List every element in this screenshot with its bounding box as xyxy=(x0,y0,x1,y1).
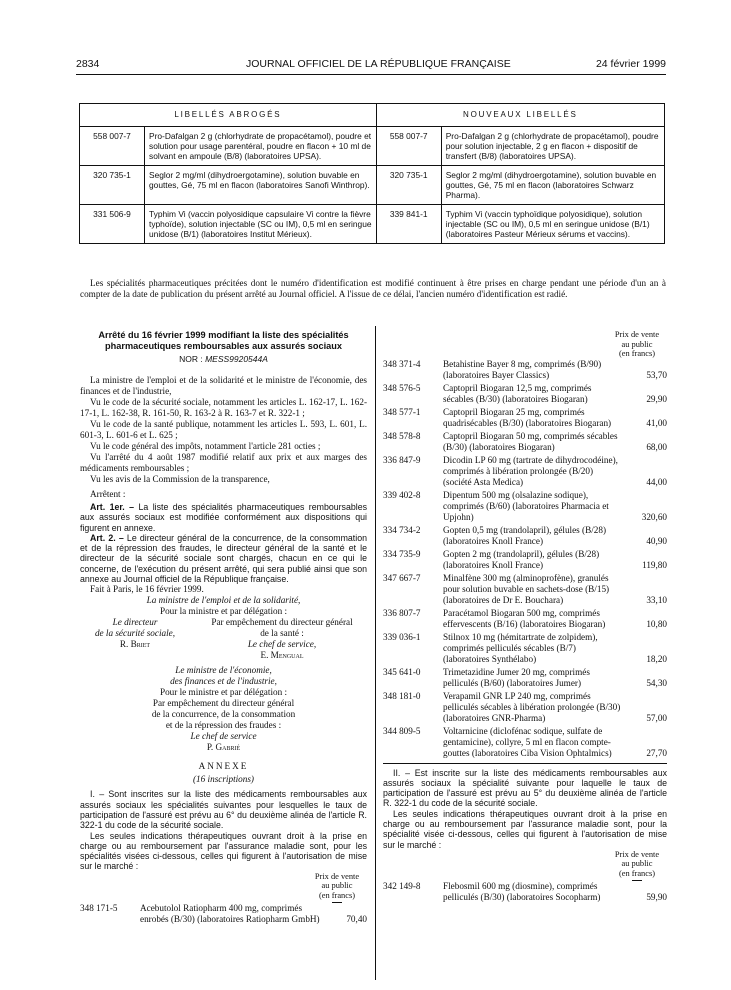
new-label: Pro-Dafalgan 2 g (chlorhydrate de propacétamol), poudre pour solution injectable, 2 g en flacon + dispositif de transfert (B/8) (laboratoires UPSA). xyxy=(441,127,664,166)
item-text: Trimetazidine Jumer 20 mg, comprimés pelliculés (B/60) (laboratoires Jumer) xyxy=(443,666,590,688)
price-header-line-1: Prix de vente xyxy=(614,330,660,339)
par-empechement-2: de la concurrence, de la consommation xyxy=(151,709,296,720)
list-item xyxy=(383,525,667,547)
item-text: Stilnox 10 mg (hémitartrate de zolpidem), comprimés pelliculés sécables (B/7) (laboratoires Synthélabo) xyxy=(443,631,598,664)
sig-right-name: E. Mengual xyxy=(260,650,304,661)
item-code: 336 807-7 xyxy=(383,607,421,618)
section-1: I. – Sont inscrites sur la liste des médicaments remboursables aux assurés sociaux les spécialités suivantes pour lesquelles le taux de participation de l'assuré est prévu au 6° du deuxième alinéa de l'article R. 322-1 du code de la sécurité sociale. xyxy=(80,789,367,831)
signature-block xyxy=(80,617,367,661)
section-2: II. – Est inscrite sur la liste des médicaments remboursables aux assurés sociaux la spécialité suivante pour laquelle le taux de participation de l'assuré est prévu au 5° du deuxième alinéa de l'article R. 322-1 du code de la sécurité sociale. xyxy=(383,767,667,809)
item-price: 44,00 xyxy=(646,476,667,487)
item-text: Paracétamol Biogaran 500 mg, comprimés effervescents (B/16) (laboratoires Biogaran) xyxy=(443,607,606,629)
column-divider xyxy=(375,326,376,980)
ministre-eco-2: des finances et de l'industrie, xyxy=(170,676,277,687)
item-text: Captopril Biogaran 12,5 mg, comprimés sécables (B/30) (laboratoires Biogaran) xyxy=(443,382,592,404)
price-header-line-1: Prix de vente xyxy=(314,871,360,881)
item-text: Voltarnicine (diclofénac sodique, sulfate de gentamicine), collyre, 5 ml en flacon compte-gouttes (laboratoires Ciba Vision Ophtalmics) xyxy=(443,725,612,758)
item-price: 53,70 xyxy=(646,369,667,380)
list-item xyxy=(383,726,667,759)
new-label: Typhim Vi (vaccin typhoïdique polyosidique), solution injectable (SC ou IM), 0,5 ml en seringue unidose (B/1) (laboratoires Pasteur Mérieux sérums et vaccins). xyxy=(441,205,664,244)
item-code: 347 667-7 xyxy=(383,572,421,583)
ministre-eco-1: Le ministre de l'économie, xyxy=(175,665,272,676)
price-column-header-2 xyxy=(607,850,667,882)
preamble-para: La ministre de l'emploi et de la solidarité et le ministre de l'économie, des finances et de l'industrie, xyxy=(80,375,367,396)
item-code: 334 734-2 xyxy=(383,524,421,535)
section-2-indications: Les seules indications thérapeutiques ouvrant droit à la prise en charge ou au remboursement par l'assurance maladie sont, pour la spécialité visée ci-dessous, celles qui figurent à l'autorisation de mise sur le marché : xyxy=(383,808,667,850)
item-text: Acebutolol Ratiopharm 400 mg, comprimés enrobés (B/30) (laboratoires Ratiopharm GmbH) xyxy=(140,903,320,925)
page-header xyxy=(76,58,666,74)
new-code: 558 007-7 xyxy=(376,127,441,166)
item-price: 41,00 xyxy=(646,417,667,428)
arrete-title: Arrêté du 16 février 1999 modifiant la liste des spécialités pharmaceutiques remboursables aux assurés sociaux xyxy=(98,330,349,351)
item-text: Verapamil GNR LP 240 mg, comprimés pelliculés sécables à libération prolongée (B/30) (laboratoires GNR-Pharma) xyxy=(443,690,621,723)
left-column xyxy=(80,330,367,927)
header-rule xyxy=(76,74,666,75)
list-item xyxy=(383,881,667,903)
item-price: 18,20 xyxy=(646,653,667,664)
par-empechement-1: Par empêchement du directeur général xyxy=(152,698,295,709)
article-2-label: Art. 2. – xyxy=(90,532,124,543)
item-code: 348 171-5 xyxy=(80,903,118,914)
item-text: Betahistine Bayer 8 mg, comprimés (B/90) (laboratoires Bayer Classics) xyxy=(443,358,602,380)
item-price: 54,30 xyxy=(646,677,667,688)
item-price: 119,80 xyxy=(642,559,667,570)
journal-title: JOURNAL OFFICIEL DE LA RÉPUBLIQUE FRANÇAISE xyxy=(246,58,511,70)
arretent: Arrêtent : xyxy=(90,489,126,499)
item-price: 70,40 xyxy=(346,914,367,925)
sig-right-line-3: Le chef de service, xyxy=(247,639,317,650)
product-list xyxy=(383,359,667,759)
new-code: 339 841-1 xyxy=(376,205,441,244)
old-code: 558 007-7 xyxy=(80,127,145,166)
price-header-line-2: au public xyxy=(621,859,653,869)
article-1-text: La liste des spécialités pharmaceutiques remboursables aux assurés sociaux est modifiée conformément aux dispositions qui figurent en annexe. xyxy=(80,502,367,533)
item-code: 339 402-8 xyxy=(383,489,421,500)
new-code: 320 735-1 xyxy=(376,166,441,205)
item-code: 348 181-0 xyxy=(383,690,421,701)
item-text: Dipentum 500 mg (olsalazine sodique), comprimés (B/60) (laboratoires Pharmacia et Upjohn) xyxy=(443,489,609,522)
price-header-line-2: au public xyxy=(321,881,353,891)
article-2 xyxy=(80,533,367,584)
list-item xyxy=(80,903,367,925)
item-code: 348 576-5 xyxy=(383,382,421,393)
item-price: 57,00 xyxy=(646,712,667,723)
list-item xyxy=(383,490,667,523)
item-price: 320,60 xyxy=(641,511,667,522)
preamble-para: Vu le code général des impôts, notamment l'article 281 octies ; xyxy=(90,441,321,451)
chef-de-service: Le chef de service xyxy=(190,731,257,742)
new-labels-header: NOUVEAUX LIBELLÉS xyxy=(376,104,664,127)
article-1-label: Art. 1er. – xyxy=(90,502,135,512)
sig-left-title: Le directeur xyxy=(112,617,158,628)
list-item xyxy=(383,431,667,453)
fait-a-paris: Fait à Paris, le 16 février 1999. xyxy=(90,584,204,595)
price-header-line-3: (en francs) xyxy=(618,868,656,878)
item-code: 345 641-0 xyxy=(383,666,421,677)
section-1-indications: Les seules indications thérapeutiques ouvrant droit à la prise en charge ou au remboursement par l'assurance maladie sont, pour les spécialités visées ci-dessous, celles qui figurent à l'autorisation de mise sur le marché : xyxy=(80,830,367,872)
item-text: Captopril Biogaran 25 mg, comprimés quadrisécables (B/30) (laboratoires Biogaran) xyxy=(443,406,612,428)
section-rule xyxy=(383,763,667,764)
item-code: 339 036-1 xyxy=(383,631,421,642)
par-empechement-3: et de la répression des fraudes : xyxy=(165,720,282,731)
list-item xyxy=(383,383,667,405)
nor-value: MESS9920544A xyxy=(205,354,268,364)
nor-label: NOR : xyxy=(179,354,203,364)
annexe-title: ANNEXE xyxy=(198,761,249,772)
list-item xyxy=(383,691,667,724)
old-label: Typhim Vi (vaccin polyosidique capsulaire Vi contre la fièvre typhoïde), solution injectable (SC ou IM), 0,5 ml en seringue unidose (B/1) (laboratoires Institut Mérieux). xyxy=(145,205,377,244)
sig-right-line-2: de la santé : xyxy=(260,628,304,639)
sig-left-title-2: de la sécurité sociale, xyxy=(94,628,176,639)
item-price: 68,00 xyxy=(646,441,667,452)
item-price: 40,90 xyxy=(646,535,667,546)
item-code: 348 371-4 xyxy=(383,358,421,369)
list-item xyxy=(383,359,667,381)
old-label: Pro-Dafalgan 2 g (chlorhydrate de propacétamol), poudre et solution pour usage parentéral, poudre en flacon + 10 ml de solvant en ampoule (B/8) (laboratoires UPSA). xyxy=(145,127,377,166)
list-item xyxy=(383,608,667,630)
nor-reference xyxy=(80,354,367,365)
preamble-para: Vu l'arrêté du 4 août 1987 modifié relatif aux prix et aux marges des médicaments remboursables ; xyxy=(80,452,367,473)
item-code: 336 847-9 xyxy=(383,454,421,465)
price-header-line-2: au public xyxy=(621,339,653,349)
list-item xyxy=(383,573,667,606)
price-column-header xyxy=(307,872,367,904)
new-label: Seglor 2 mg/ml (dihydroergotamine), solution buvable en gouttes, Gé, 75 ml en flacon (laboratoires Schwarz Pharma). xyxy=(441,166,664,205)
table-row xyxy=(80,205,665,244)
article-2-text: Le directeur général de la concurrence, de la consommation et de la répression des fraudes, le directeur général de la santé et le directeur de la sécurité sociale sont chargés, chacun en ce qui le concerne, de l'exécution du présent arrêté, qui sera publié ainsi que son annexe au Journal officiel de la République française. xyxy=(80,532,367,585)
list-item xyxy=(383,667,667,689)
pour-la-ministre: Pour la ministre et par délégation : xyxy=(159,606,288,617)
signatory-gabrie: P. Gabrié xyxy=(206,742,241,753)
article-1 xyxy=(80,502,367,533)
item-text: Gopten 0,5 mg (trandolapril), gélules (B/28) (laboratoires Knoll France) xyxy=(443,524,607,546)
old-label: Seglor 2 mg/ml (dihydroergotamine), solution buvable en gouttes, Gé, 75 ml en flacon (laboratoires Sanofi Winthrop). xyxy=(145,166,377,205)
preamble-para: Vu le code de la sécurité sociale, notamment les articles L. 162-17, L. 162-17-1, L. 162-38, R. 161-50, R. 163-2 à R. 163-7 et R. 322-1 ; xyxy=(80,397,367,418)
list-item xyxy=(383,549,667,571)
price-header-line-3: (en francs) xyxy=(618,349,656,358)
old-code: 320 735-1 xyxy=(80,166,145,205)
item-text: Minalfène 300 mg (alminoprofène), granulés pour solution buvable en sachets-dose (B/15) (laboratoires de Dr E. Bouchara) xyxy=(443,572,610,605)
sig-left-name: R. Briet xyxy=(119,639,151,650)
table-row xyxy=(80,166,665,205)
table-row xyxy=(80,127,665,166)
list-item xyxy=(383,455,667,488)
item-price: 33,10 xyxy=(646,594,667,605)
right-column xyxy=(383,330,667,905)
item-code: 334 735-9 xyxy=(383,548,421,559)
list-item xyxy=(383,632,667,665)
page-number: 2834 xyxy=(76,58,100,70)
item-text: Flebosmil 600 mg (diosmine), comprimés pelliculés (B/30) (laboratoires Socopharm) xyxy=(443,881,601,903)
inscriptions-count: (16 inscriptions) xyxy=(193,774,254,785)
item-code: 344 809-5 xyxy=(383,725,421,736)
pour-le-ministre: Pour le ministre et par délégation : xyxy=(159,687,288,698)
intro-paragraph: Les spécialités pharmaceutiques précitées dont le numéro d'identification est modifié continuent à être prises en charge pendant une période d'un an à compter de la date de publication du présent arrêté au Journal officiel. A l'issue de ce délai, l'ancien numéro d'identification est radié. xyxy=(80,278,666,299)
labels-table xyxy=(79,103,665,244)
old-labels-header: LIBELLÉS ABROGÉS xyxy=(80,104,377,127)
list-item xyxy=(383,407,667,429)
ministre-emploi: La ministre de l'emploi et de la solidarité, xyxy=(146,595,301,606)
item-price: 59,90 xyxy=(646,892,667,903)
old-code: 331 506-9 xyxy=(80,205,145,244)
item-text: Captopril Biogaran 50 mg, comprimés sécables (B/30) (laboratoires Biogaran) xyxy=(443,430,618,452)
price-column-header xyxy=(607,330,667,359)
preamble-para: Vu le code de la santé publique, notamment les articles L. 593, L. 601, L. 601-3, L. 601-6 et L. 625 ; xyxy=(80,419,367,440)
issue-date: 24 février 1999 xyxy=(595,58,666,70)
item-code: 348 577-1 xyxy=(383,406,421,417)
price-header-line-3: (en francs) xyxy=(318,890,356,900)
item-price: 29,90 xyxy=(646,393,667,404)
item-text: Gopten 2 mg (trandolapril), gélules (B/28) (laboratoires Knoll France) xyxy=(443,548,600,570)
item-code: 342 149-8 xyxy=(383,881,421,892)
sig-right-line-1: Par empêchement du directeur général xyxy=(211,617,353,628)
item-text: Dicodin LP 60 mg (tartrate de dihydrocodéine), comprimés à libération prolongée (B/20) (société Asta Medica) xyxy=(443,454,618,487)
price-header-line-1: Prix de vente xyxy=(614,849,660,859)
item-price: 10,80 xyxy=(646,618,667,629)
item-code: 348 578-8 xyxy=(383,430,421,441)
preamble-para: Vu les avis de la Commission de la transparence, xyxy=(90,474,270,484)
item-price: 27,70 xyxy=(646,747,667,758)
